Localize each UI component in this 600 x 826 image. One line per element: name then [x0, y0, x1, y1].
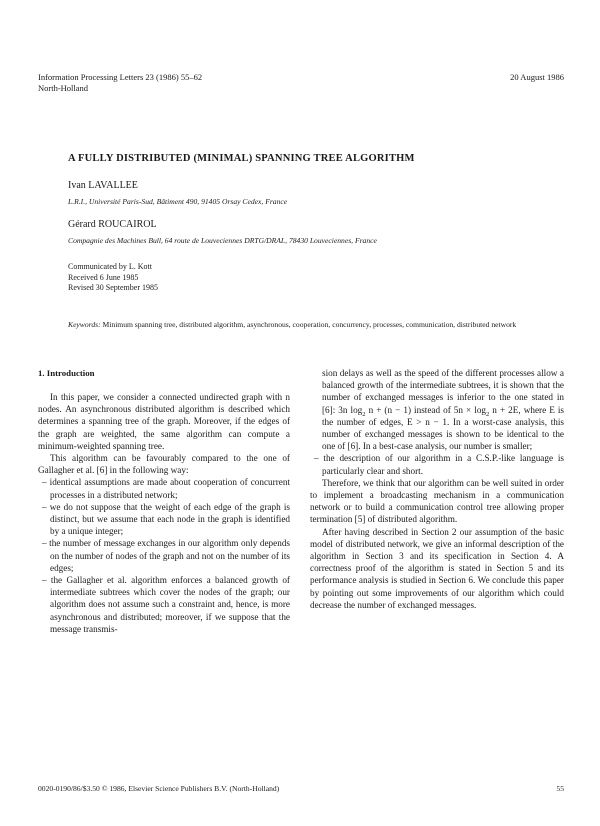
paragraph: In this paper, we consider a connected undirected graph with n nodes. An asynchronous distributed algorithm is described which determines a spanning tree of the graph. Moreover, if the edges of the graph are weighted, the same algorithm can compute a minimum-weighted spanning tree.	[38, 392, 290, 451]
journal-citation: Information Processing Letters 23 (1986) 55–62	[38, 72, 203, 82]
paragraph: Therefore, we think that our algorithm can be well suited in order to implement a broadcasting mechanism in a communication network or to build a communication control tree allowing proper termination [5] of distributed algorithm.	[310, 477, 564, 525]
author-name: Ivan LAVALLEE	[68, 180, 138, 191]
section-heading: 1. Introduction	[38, 368, 95, 378]
author-affiliation: L.R.I., Université Paris-Sud, Bâtiment 490, 91405 Orsay Cedex, France	[68, 197, 288, 206]
author-name: Gérard ROUCAIROL	[68, 219, 157, 230]
keywords	[68, 320, 568, 330]
right-column	[310, 367, 564, 611]
author-affiliation: Compagnie des Machines Bull, 64 route de Louveciennes DRTG/DRAL, 78430 Louveciennes, France	[68, 236, 377, 245]
communicated-by: Communicated by L. Kott	[68, 262, 152, 271]
list-item: – identical assumptions are made about cooperation of concurrent processes in a distributed network;	[42, 477, 290, 500]
list-item-continued: sion delays as well as the speed of the different processes allow a balanced growth of the intermediate subtrees, it is shown that the number of exchanged messages is inferior to the one stated in [6]: 3n $\log_2 n + (n - 1)$ instead of $5n \times \log_2 n + 2E$, where E is the number of edges, E > n − 1. In a worst-case analysis, this number of exchanged messages is shown to be identical to the one of [6]. In a best-case analysis, our number is smaller;	[322, 368, 564, 452]
list-item: – the description of our algorithm in a C.S.P.-like language is particularly clear and short.	[314, 453, 564, 476]
editorial-history	[68, 262, 158, 294]
article-title: A FULLY DISTRIBUTED (MINIMAL) SPANNING TREE ALGORITHM	[68, 153, 415, 164]
list-item: – the number of message exchanges in our algorithm only depends on the number of nodes of the graph and not on the number of its edges;	[42, 538, 290, 573]
running-header	[38, 72, 202, 94]
keywords-label: Keywords:	[68, 320, 101, 329]
paragraph: After having described in Section 2 our assumption of the basic model of distributed network, we give an informal description of the algorithm in Section 3 and its specification in Section 4. A correctness proof of the algorithm is stated in Section 5 and its performance analysis is studied in Section 6. We conclude this paper by pointing out some improvements of our algorithm which could decrease the number of exchanged messages.	[310, 526, 564, 610]
publisher: North-Holland	[38, 83, 89, 93]
issue-date: 20 August 1986	[510, 72, 564, 82]
list-item: – we do not suppose that the weight of each edge of the graph is distinct, but we assume that each node in the graph is identified by a unique integer;	[42, 501, 290, 537]
received-date: Received 6 June 1985	[68, 272, 139, 282]
keywords-list: Minimum spanning tree, distributed algorithm, asynchronous, cooperation, concurrency, processes, communication, distributed network	[102, 320, 517, 329]
list-item: – the Gallagher et al. algorithm enforces a balanced growth of intermediate subtrees which cover the nodes of the graph; our algorithm does not assume such a constraint and, hence, is more asynchronous and distributed; moreover, if we suppose that the message transmis-	[42, 575, 290, 634]
left-column	[38, 391, 290, 635]
page-number: 55	[556, 784, 564, 793]
copyright-line: 0020-0190/86/$3.50 © 1986, Elsevier Science Publishers B.V. (North-Holland)	[38, 784, 280, 793]
revised-date: Revised 30 September 1985	[68, 283, 158, 292]
paragraph: This algorithm can be favourably compared to the one of Gallagher et al. [6] in the following way:	[38, 453, 290, 476]
